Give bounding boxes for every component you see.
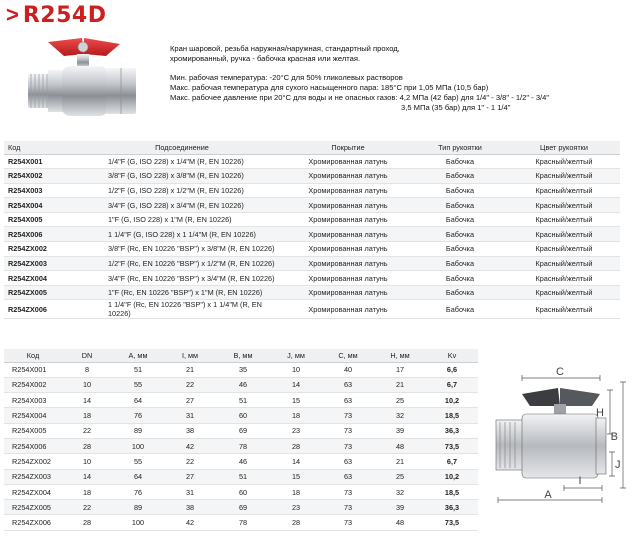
cell-j: 10: [270, 362, 322, 377]
cell-handle-type: Бабочка: [412, 183, 508, 198]
cell-h: 25: [374, 393, 426, 408]
table-header-row: [4, 141, 620, 154]
cell-b: 35: [216, 362, 270, 377]
cell-handle-color: Красный/желтый: [508, 154, 620, 169]
cell-kv: 18,5: [426, 408, 478, 423]
cell-dn: 8: [62, 362, 112, 377]
header-handle-color: Цвет рукоятки: [508, 141, 620, 154]
cell-connection: 3/4"F (Rc, EN 10226 "BSP") x 3/4"M (R, EN 10226): [80, 271, 284, 286]
cell-code: R254ZX002: [4, 454, 62, 469]
cell-j: 28: [270, 438, 322, 453]
dimension-label-c: C: [556, 366, 564, 378]
cell-handle-color: Красный/желтый: [508, 198, 620, 213]
cell-b: 51: [216, 393, 270, 408]
header-dn: DN: [62, 349, 112, 362]
cell-i: 22: [164, 377, 216, 392]
cell-b: 78: [216, 438, 270, 453]
cell-kv: 36,3: [426, 423, 478, 438]
cell-i: 31: [164, 408, 216, 423]
cell-dn: 22: [62, 423, 112, 438]
cell-handle-type: Бабочка: [412, 256, 508, 271]
cell-b: 46: [216, 377, 270, 392]
cell-kv: 36,3: [426, 500, 478, 515]
cell-handle-type: Бабочка: [412, 212, 508, 227]
cell-connection: 1"F (Rc, EN 10226 "BSP") x 1"M (R, EN 10226): [80, 285, 284, 300]
cell-b: 51: [216, 469, 270, 484]
ball-valve-image: [20, 30, 150, 125]
cell-code: R254ZX005: [4, 500, 62, 515]
cell-c: 73: [322, 408, 374, 423]
cell-c: 63: [322, 454, 374, 469]
cell-kv: 10,2: [426, 469, 478, 484]
cell-b: 60: [216, 408, 270, 423]
cell-a: 55: [112, 454, 164, 469]
cell-h: 21: [374, 377, 426, 392]
cell-a: 64: [112, 469, 164, 484]
cell-code: R254X002: [4, 377, 62, 392]
header-code: Код: [4, 349, 62, 362]
cell-b: 60: [216, 484, 270, 499]
cell-dn: 28: [62, 515, 112, 530]
cell-c: 73: [322, 423, 374, 438]
cell-kv: 6,6: [426, 362, 478, 377]
cell-dn: 28: [62, 438, 112, 453]
cell-h: 48: [374, 438, 426, 453]
header-code: Код: [4, 141, 80, 154]
cell-a: 51: [112, 362, 164, 377]
cell-j: 15: [270, 469, 322, 484]
cell-coating: Хромированная латунь: [284, 242, 412, 257]
description-line: хромированный, ручка - бабочка красная или желтая.: [170, 54, 361, 64]
cell-c: 63: [322, 469, 374, 484]
cell-coating: Хромированная латунь: [284, 183, 412, 198]
cell-h: 21: [374, 454, 426, 469]
dimension-label-a: A: [544, 489, 552, 501]
cell-handle-type: Бабочка: [412, 169, 508, 184]
cell-h: 32: [374, 408, 426, 423]
cell-handle-type: Бабочка: [412, 300, 508, 319]
header-j: J, мм: [270, 349, 322, 362]
table-row: [4, 271, 620, 286]
cell-kv: 73,5: [426, 438, 478, 453]
max-temperature: Макс. рабочая температура для сухого насыщенного пара: 185°C при 1,05 МПа (10,5 бар): [170, 82, 489, 92]
cell-i: 38: [164, 423, 216, 438]
table-row: [4, 285, 620, 300]
description-line: Кран шаровой, резьба наружная/наружная, стандартный проход,: [170, 44, 400, 53]
header-b: B, мм: [216, 349, 270, 362]
cell-dn: 18: [62, 408, 112, 423]
valve-handle-drawing: [522, 388, 600, 414]
dimension-label-h: H: [596, 407, 604, 419]
table-row: [4, 408, 478, 423]
table-row: [4, 469, 478, 484]
cell-code: R254X001: [4, 154, 80, 169]
table-row: [4, 438, 478, 453]
valve-dimension-drawing: [488, 360, 628, 510]
cell-connection: 1 1/4"F (G, ISO 228) x 1 1/4"M (R, EN 10226): [80, 227, 284, 242]
table-row: [4, 393, 478, 408]
cell-handle-color: Красный/желтый: [508, 183, 620, 198]
cell-coating: Хромированная латунь: [284, 271, 412, 286]
cell-c: 73: [322, 500, 374, 515]
cell-c: 63: [322, 377, 374, 392]
header-handle-type: Тип рукоятки: [412, 141, 508, 154]
cell-code: R254X005: [4, 423, 62, 438]
cell-connection: 1/4"F (G, ISO 228) x 1/4"M (R, EN 10226): [80, 154, 284, 169]
cell-coating: Хромированная латунь: [284, 227, 412, 242]
cell-handle-color: Красный/желтый: [508, 271, 620, 286]
table-row: [4, 515, 478, 530]
cell-b: 78: [216, 515, 270, 530]
cell-code: R254ZX006: [4, 300, 80, 319]
cell-coating: Хромированная латунь: [284, 154, 412, 169]
cell-handle-type: Бабочка: [412, 271, 508, 286]
header-a: A, мм: [112, 349, 164, 362]
cell-i: 27: [164, 393, 216, 408]
cell-connection: 1"F (G, ISO 228) x 1"M (R, EN 10226): [80, 212, 284, 227]
table-row: [4, 362, 478, 377]
cell-h: 32: [374, 484, 426, 499]
cell-handle-color: Красный/желтый: [508, 300, 620, 319]
cell-i: 27: [164, 469, 216, 484]
max-pressure-continued: 3,5 МПа (35 бар) для 1" - 1 1/4": [401, 103, 511, 113]
cell-kv: 73,5: [426, 515, 478, 530]
cell-dn: 10: [62, 377, 112, 392]
cell-handle-type: Бабочка: [412, 154, 508, 169]
cell-j: 23: [270, 500, 322, 515]
header-connection: Подсоединение: [80, 141, 284, 154]
cell-code: R254X003: [4, 393, 62, 408]
valve-body-drawing: [496, 414, 606, 478]
cell-code: R254ZX003: [4, 256, 80, 271]
cell-coating: Хромированная латунь: [284, 212, 412, 227]
cell-dn: 10: [62, 454, 112, 469]
cell-h: 39: [374, 500, 426, 515]
cell-b: 46: [216, 454, 270, 469]
cell-handle-color: Красный/желтый: [508, 242, 620, 257]
cell-code: R254X006: [4, 438, 62, 453]
cell-b: 69: [216, 500, 270, 515]
cell-handle-color: Красный/желтый: [508, 169, 620, 184]
table-row: [4, 377, 478, 392]
cell-c: 63: [322, 393, 374, 408]
cell-c: 40: [322, 362, 374, 377]
cell-connection: 1/2"F (G, ISO 228) x 1/2"M (R, EN 10226): [80, 183, 284, 198]
connection-table-body: [4, 154, 620, 319]
cell-code: R254X003: [4, 183, 80, 198]
cell-dn: 14: [62, 469, 112, 484]
cell-j: 23: [270, 423, 322, 438]
cell-connection: 3/4"F (G, ISO 228) x 3/4"M (R, EN 10226): [80, 198, 284, 213]
cell-handle-color: Красный/желтый: [508, 256, 620, 271]
cell-kv: 6,7: [426, 377, 478, 392]
cell-c: 73: [322, 484, 374, 499]
cell-code: R254X006: [4, 227, 80, 242]
cell-connection: 3/8"F (G, ISO 228) x 3/8"M (R, EN 10226): [80, 169, 284, 184]
product-description: [170, 44, 570, 114]
cell-code: R254ZX006: [4, 515, 62, 530]
cell-i: 42: [164, 515, 216, 530]
chevron-right-icon: >: [6, 2, 19, 27]
min-temperature: Мин. рабочая температура: -20°C для 50% гликолевых растворов: [170, 72, 403, 82]
cell-coating: Хромированная латунь: [284, 198, 412, 213]
cell-coating: Хромированная латунь: [284, 300, 412, 319]
table-row: [4, 500, 478, 515]
cell-j: 28: [270, 515, 322, 530]
dimension-label-b: B: [610, 431, 618, 443]
table-row: [4, 423, 478, 438]
cell-handle-color: Красный/желтый: [508, 227, 620, 242]
cell-dn: 18: [62, 484, 112, 499]
cell-connection: 1 1/4"F (Rc, EN 10226 "BSP") x 1 1/4"M (R, EN 10226): [80, 300, 284, 319]
header-i: I, мм: [164, 349, 216, 362]
title-bar: [6, 3, 106, 27]
cell-j: 14: [270, 454, 322, 469]
max-pressure: Макс. рабочее давление при 20°C для воды и не опасных газов: 4,2 МПа (42 бар) для 1/4" - 3/8" - 1/2" - 3/4": [170, 93, 550, 103]
cell-code: R254ZX004: [4, 484, 62, 499]
cell-i: 22: [164, 454, 216, 469]
cell-kv: 6,7: [426, 454, 478, 469]
dimensions-table-body: [4, 362, 478, 530]
cell-code: R254ZX002: [4, 242, 80, 257]
table-row: [4, 300, 620, 319]
cell-dn: 22: [62, 500, 112, 515]
cell-a: 55: [112, 377, 164, 392]
cell-coating: Хромированная латунь: [284, 256, 412, 271]
cell-a: 100: [112, 515, 164, 530]
cell-coating: Хромированная латунь: [284, 285, 412, 300]
cell-kv: 10,2: [426, 393, 478, 408]
cell-b: 69: [216, 423, 270, 438]
dimension-label-j: J: [615, 459, 621, 471]
cell-connection: 3/8"F (Rc, EN 10226 "BSP") x 3/8"M (R, EN 10226): [80, 242, 284, 257]
cell-a: 100: [112, 438, 164, 453]
table-row: [4, 169, 620, 184]
cell-i: 42: [164, 438, 216, 453]
cell-code: R254X001: [4, 362, 62, 377]
cell-handle-type: Бабочка: [412, 242, 508, 257]
cell-handle-type: Бабочка: [412, 285, 508, 300]
cell-j: 18: [270, 484, 322, 499]
cell-j: 18: [270, 408, 322, 423]
cell-c: 73: [322, 515, 374, 530]
cell-dn: 14: [62, 393, 112, 408]
cell-kv: 18,5: [426, 484, 478, 499]
cell-a: 89: [112, 423, 164, 438]
cell-coating: Хромированная латунь: [284, 169, 412, 184]
cell-j: 14: [270, 377, 322, 392]
cell-c: 73: [322, 438, 374, 453]
cell-i: 31: [164, 484, 216, 499]
header-h: H, мм: [374, 349, 426, 362]
cell-handle-type: Бабочка: [412, 198, 508, 213]
table-row: [4, 154, 620, 169]
cell-h: 48: [374, 515, 426, 530]
cell-code: R254X005: [4, 212, 80, 227]
cell-a: 64: [112, 393, 164, 408]
cell-h: 39: [374, 423, 426, 438]
cell-code: R254ZX005: [4, 285, 80, 300]
cell-h: 17: [374, 362, 426, 377]
table-header-row: [4, 349, 478, 362]
cell-code: R254X002: [4, 169, 80, 184]
header-coating: Покрытие: [284, 141, 412, 154]
table-row: [4, 256, 620, 271]
cell-a: 76: [112, 408, 164, 423]
table-row: [4, 227, 620, 242]
cell-code: R254ZX004: [4, 271, 80, 286]
cell-connection: 1/2"F (Rc, EN 10226 "BSP") x 1/2"M (R, EN 10226): [80, 256, 284, 271]
cell-code: R254X004: [4, 408, 62, 423]
table-row: [4, 183, 620, 198]
table-row: [4, 212, 620, 227]
dimension-label-i: I: [578, 475, 582, 487]
cell-i: 38: [164, 500, 216, 515]
dimensions-table: [4, 349, 478, 531]
cell-code: R254X004: [4, 198, 80, 213]
cell-a: 76: [112, 484, 164, 499]
table-row: [4, 198, 620, 213]
cell-handle-type: Бабочка: [412, 227, 508, 242]
table-row: [4, 484, 478, 499]
cell-i: 21: [164, 362, 216, 377]
connection-table: [4, 141, 620, 319]
cell-handle-color: Красный/желтый: [508, 285, 620, 300]
cell-code: R254ZX003: [4, 469, 62, 484]
cell-h: 25: [374, 469, 426, 484]
header-c: C, мм: [322, 349, 374, 362]
header-kv: Kv: [426, 349, 478, 362]
table-row: [4, 242, 620, 257]
table-row: [4, 454, 478, 469]
cell-a: 89: [112, 500, 164, 515]
cell-handle-color: Красный/желтый: [508, 212, 620, 227]
page-title: R254D: [22, 2, 107, 28]
cell-j: 15: [270, 393, 322, 408]
